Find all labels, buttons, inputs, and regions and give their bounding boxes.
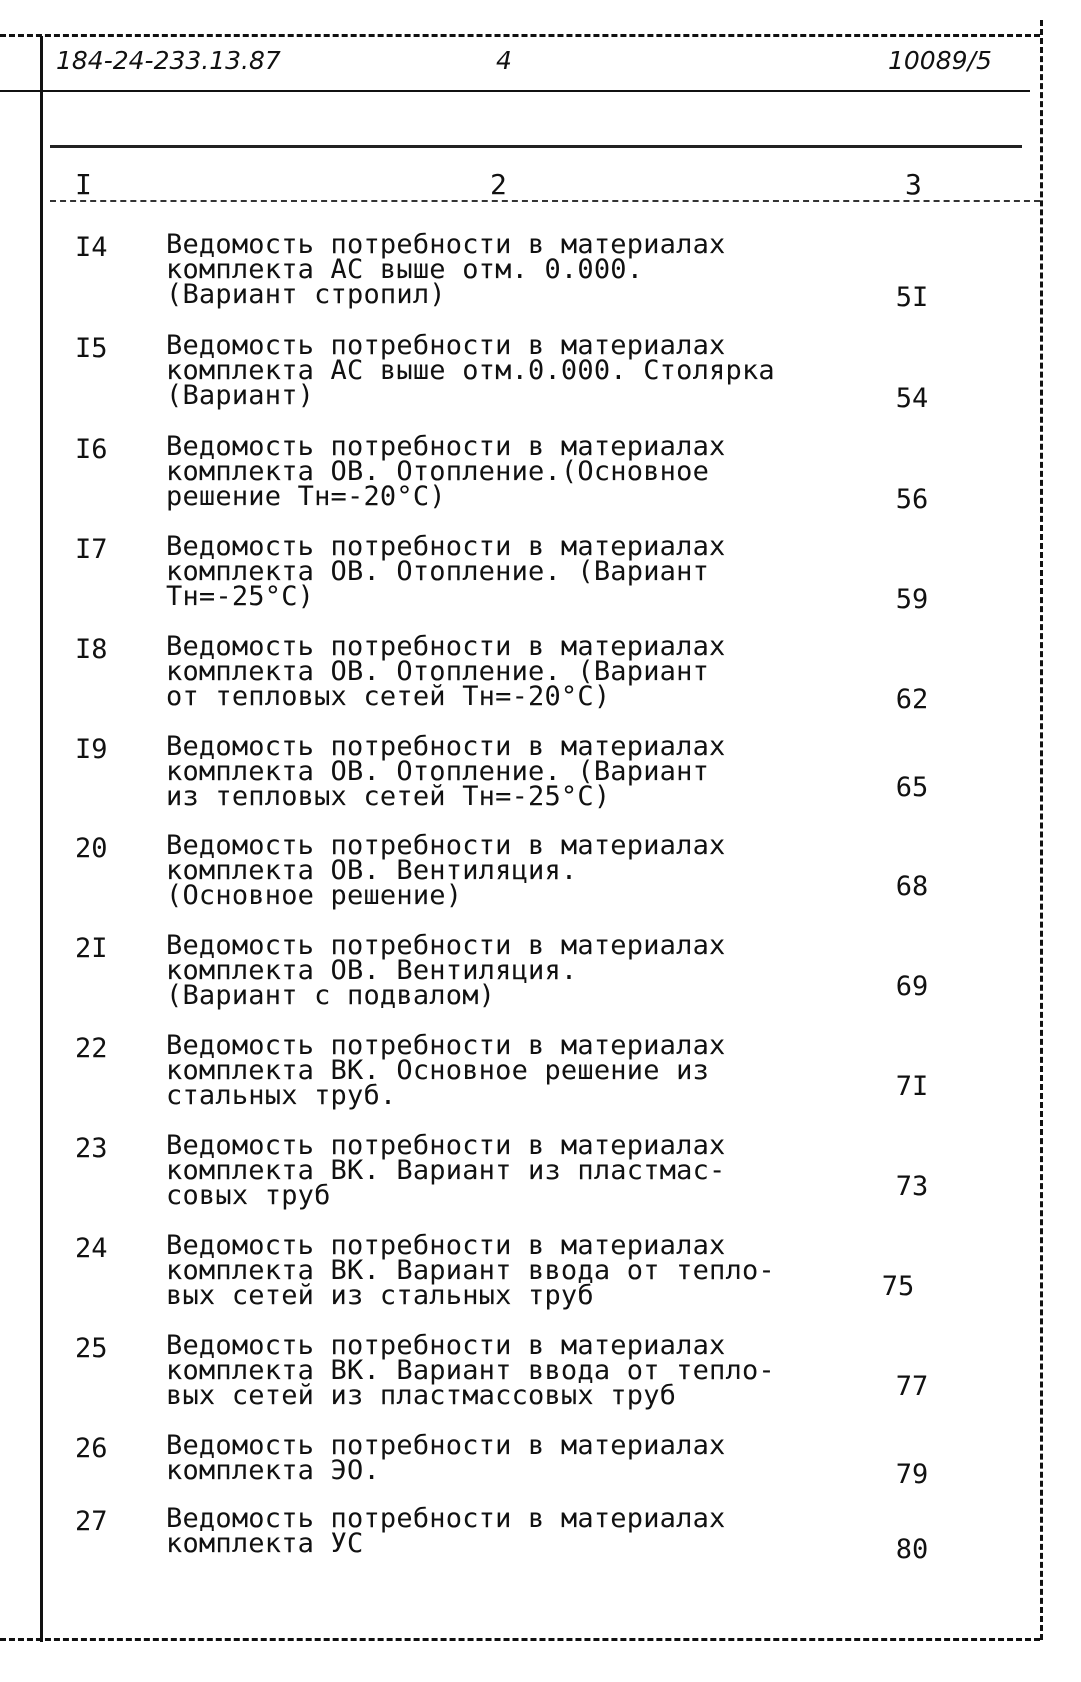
row-number: 20 — [75, 833, 108, 864]
row-page: 79 — [895, 1459, 929, 1490]
row-number: 2I — [75, 933, 108, 964]
row-number: I8 — [75, 634, 108, 665]
row-page: 7I — [895, 1071, 929, 1102]
row-page: 77 — [895, 1371, 929, 1402]
row-number: I9 — [75, 734, 108, 765]
document-number: 10089/5 — [888, 46, 992, 75]
column-header-3: 3 — [905, 168, 922, 201]
row-page: 73 — [895, 1171, 929, 1202]
row-page: 62 — [895, 684, 929, 715]
frame-right-border — [1040, 20, 1043, 1640]
document-code: 184-24-233.13.87 — [56, 46, 281, 75]
table-header-rule — [50, 200, 1040, 202]
row-description: Ведомость потребности в материалах комплекта ВК. Вариант ввода от тепло- вых сетей из стальных труб — [166, 1230, 775, 1311]
row-description: Ведомость потребности в материалах комплекта ОВ. Отопление. (Вариант Тн=-25°С) — [166, 531, 726, 612]
row-description: Ведомость потребности в материалах комплекта УС — [166, 1503, 726, 1559]
row-description: Ведомость потребности в материалах комплекта АС выше отм.0.000. Столярка (Вариант) — [166, 330, 775, 411]
row-number: I6 — [75, 434, 108, 465]
row-number: I7 — [75, 534, 108, 565]
row-number: 24 — [75, 1233, 108, 1264]
header-rule — [0, 90, 1030, 92]
row-page: 5I — [895, 282, 929, 313]
row-description: Ведомость потребности в материалах комплекта ВК. Вариант ввода от тепло- вых сетей из пластмассовых труб — [166, 1330, 775, 1411]
row-description: Ведомость потребности в материалах комплекта ЭО. — [166, 1430, 726, 1486]
row-page: 59 — [895, 584, 929, 615]
row-description: Ведомость потребности в материалах комплекта ОВ. Отопление.(Основное решение Тн=-20°С) — [166, 431, 726, 512]
row-number: I5 — [75, 333, 108, 364]
row-number: 25 — [75, 1333, 108, 1364]
row-description: Ведомость потребности в материалах комплекта ОВ. Вентиляция. (Основное решение) — [166, 830, 726, 911]
row-page: 69 — [895, 971, 929, 1002]
page-number: 4 — [496, 46, 512, 75]
row-description: Ведомость потребности в материалах комплекта ВК. Основное решение из стальных труб. — [166, 1030, 726, 1111]
row-description: Ведомость потребности в материалах комплекта АС выше отм. 0.000. (Вариант стропил) — [166, 229, 726, 310]
row-number: I4 — [75, 232, 108, 263]
column-header-1: I — [75, 168, 92, 201]
row-page: 65 — [895, 772, 929, 803]
row-description: Ведомость потребности в материалах комплекта ОВ. Вентиляция. (Вариант с подвалом) — [166, 930, 726, 1011]
row-page: 54 — [895, 383, 929, 414]
row-description: Ведомость потребности в материалах комплекта ВК. Вариант из пластмас- совых труб — [166, 1130, 726, 1211]
row-number: 27 — [75, 1506, 108, 1537]
row-number: 23 — [75, 1133, 108, 1164]
table-top-rule — [50, 145, 1022, 148]
row-number: 22 — [75, 1033, 108, 1064]
row-number: 26 — [75, 1433, 108, 1464]
row-description: Ведомость потребности в материалах комплекта ОВ. Отопление. (Вариант из тепловых сетей Тн=-25°С) — [166, 731, 726, 812]
frame-left-border — [40, 36, 43, 1642]
frame-bottom-border — [0, 1638, 1040, 1641]
row-page: 80 — [895, 1534, 929, 1565]
row-page: 68 — [895, 871, 929, 902]
row-page: 75 — [881, 1271, 915, 1302]
frame-top-border — [0, 34, 1040, 37]
column-header-2: 2 — [490, 168, 507, 201]
row-description: Ведомость потребности в материалах комплекта ОВ. Отопление. (Вариант от тепловых сетей Тн=-20°С) — [166, 631, 726, 712]
row-page: 56 — [895, 484, 929, 515]
